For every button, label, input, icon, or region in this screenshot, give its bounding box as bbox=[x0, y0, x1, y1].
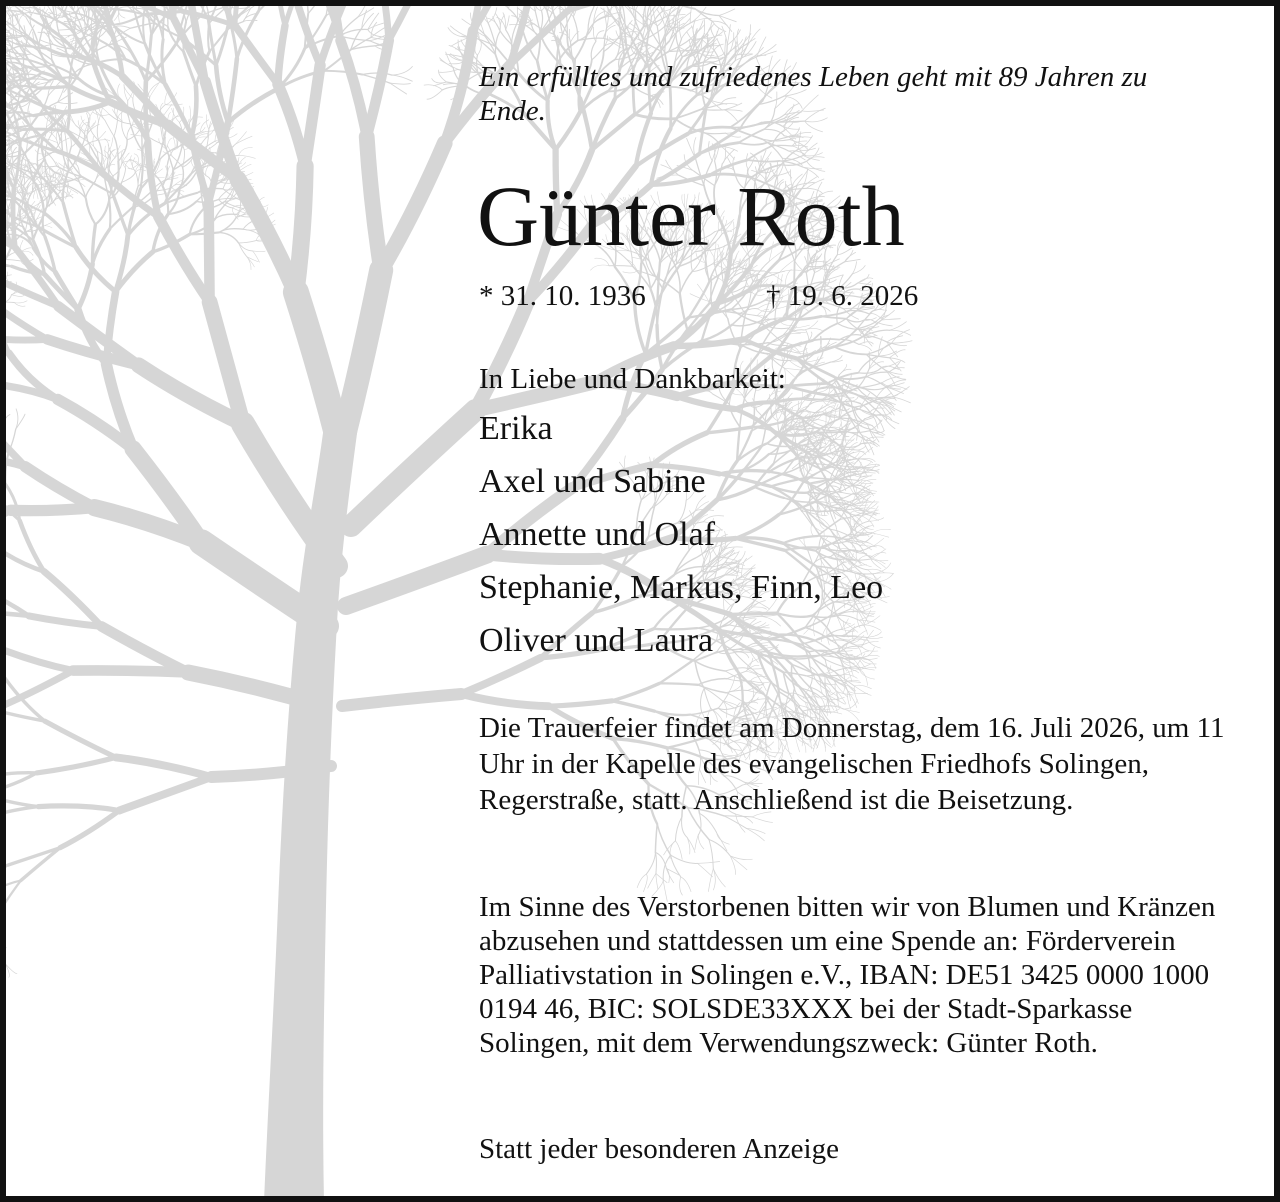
death-date: † 19. 6. 2026 bbox=[766, 280, 919, 312]
thanks-heading: In Liebe und Dankbarkeit: bbox=[479, 363, 786, 395]
family-member: Erika bbox=[479, 410, 553, 447]
family-member: Annette und Olaf bbox=[479, 516, 716, 553]
family-member: Oliver und Laura bbox=[479, 622, 714, 659]
donation-paragraph: Im Sinne des Verstorbenen bitten wir von Blumen und Kränzen abzusehen und stattdessen um eine Spende an: Förderverein Palliativstation in Solingen e.V., IBAN: DE51 3425 0000 1000 0194 46, BIC: SOLSDE33XXX bei der Stadt-Sparkasse Solingen, mit dem Verwendungszweck: Günter Roth. bbox=[479, 891, 1216, 1059]
ceremony-paragraph: Die Trauerfeier findet am Donnerstag, dem 16. Juli 2026, um 11 Uhr in der Kapelle des evangelischen Friedhofs Solingen, Regerstraße, statt. Anschließend ist die Beisetzung. bbox=[479, 712, 1225, 816]
deceased-name: Günter Roth bbox=[477, 168, 905, 264]
intro-text: Ein erfülltes und zufriedenes Leben geht mit 89 Jahren zu Ende. bbox=[479, 61, 1148, 127]
family-member: Stephanie, Markus, Finn, Leo bbox=[479, 569, 884, 606]
footer-note: Statt jeder besonderen Anzeige bbox=[479, 1133, 839, 1165]
birth-date: * 31. 10. 1936 bbox=[479, 280, 646, 312]
family-list bbox=[479, 402, 883, 667]
family-member: Axel und Sabine bbox=[479, 463, 706, 500]
